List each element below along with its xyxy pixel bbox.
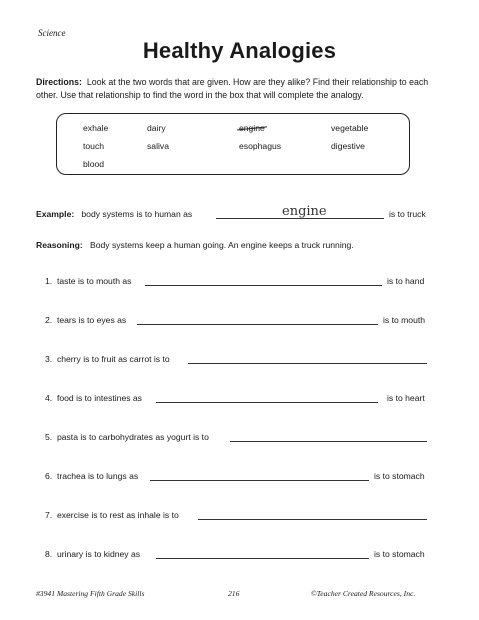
- answer-line-8[interactable]: [156, 558, 369, 559]
- question-6: [45, 471, 138, 481]
- answer-line-6[interactable]: [150, 480, 369, 481]
- word-bank-item: exhale: [83, 123, 109, 133]
- question-number: 2.: [45, 315, 53, 325]
- word-bank-item: touch: [83, 141, 105, 151]
- answer-line-7[interactable]: [198, 519, 427, 520]
- question-prompt: urinary is to kidney as: [56, 549, 141, 559]
- answer-line-5[interactable]: [230, 441, 427, 442]
- example-label: Example:: [36, 209, 75, 219]
- word-box: [56, 113, 410, 175]
- example-prompt: body systems is to human as: [81, 209, 193, 219]
- question-number: 8.: [45, 549, 53, 559]
- question-prompt: trachea is to lungs as: [56, 471, 139, 481]
- reasoning-label: Reasoning:: [36, 240, 83, 250]
- footer-page-number: 216: [228, 589, 240, 598]
- question-8: [45, 549, 140, 559]
- directions-label: Directions:: [36, 77, 82, 87]
- word-bank-item: esophagus: [239, 141, 282, 151]
- question-number: 5.: [45, 432, 53, 442]
- question-end: is to hand: [387, 276, 425, 286]
- question-number: 1.: [45, 276, 53, 286]
- question-number: 3.: [45, 354, 53, 364]
- subject-label: Science: [38, 28, 66, 38]
- reasoning-row: [36, 240, 354, 250]
- question-2: [45, 315, 126, 325]
- question-number: 4.: [45, 393, 53, 403]
- word-bank-item: vegetable: [331, 123, 369, 133]
- question-7: [45, 510, 179, 520]
- word-bank-item: dairy: [147, 123, 166, 133]
- answer-line-2[interactable]: [137, 324, 378, 325]
- directions: [36, 76, 446, 101]
- reasoning-text: Body systems keep a human going. An engine keeps a truck running.: [89, 240, 354, 250]
- question-prompt: exercise is to rest as inhale is to: [56, 510, 179, 520]
- answer-line-1[interactable]: [145, 285, 382, 286]
- question-4: [45, 393, 142, 403]
- question-end: is to mouth: [383, 315, 426, 325]
- question-end: is to stomach: [374, 549, 425, 559]
- question-number: 6.: [45, 471, 53, 481]
- question-prompt: taste is to mouth as: [56, 276, 132, 286]
- question-prompt: pasta is to carbohydrates as yogurt is to: [56, 432, 209, 442]
- directions-text: Look at the two words that are given. How are they alike? Find their relationship to each other. Use that relationship to find the word in the box that will complete the analogy.: [36, 77, 429, 100]
- page-title: Healthy Analogies: [142, 38, 337, 63]
- word-bank-item-crossed: engine: [239, 123, 265, 133]
- footer-book-title: #3941 Mastering Fifth Grade Skills: [36, 589, 145, 598]
- question-5: [45, 432, 209, 442]
- example-answer: engine: [282, 204, 327, 219]
- footer-copyright: ©Teacher Created Resources, Inc.: [311, 589, 416, 598]
- example-row: [36, 209, 192, 219]
- word-bank-item: digestive: [331, 141, 365, 151]
- question-3: [45, 354, 170, 364]
- question-prompt: cherry is to fruit as carrot is to: [56, 354, 170, 364]
- question-prompt: tears is to eyes as: [56, 315, 127, 325]
- answer-line-4[interactable]: [156, 402, 378, 403]
- example-end: is to truck: [389, 209, 426, 219]
- question-end: is to stomach: [374, 471, 425, 481]
- question-end: is to heart: [387, 393, 425, 403]
- question-1: [45, 276, 131, 286]
- question-number: 7.: [45, 510, 53, 520]
- question-prompt: food is to intestines as: [56, 393, 142, 403]
- word-bank-item: saliva: [147, 141, 169, 151]
- word-bank-item: blood: [83, 159, 105, 169]
- answer-line-3[interactable]: [188, 363, 427, 364]
